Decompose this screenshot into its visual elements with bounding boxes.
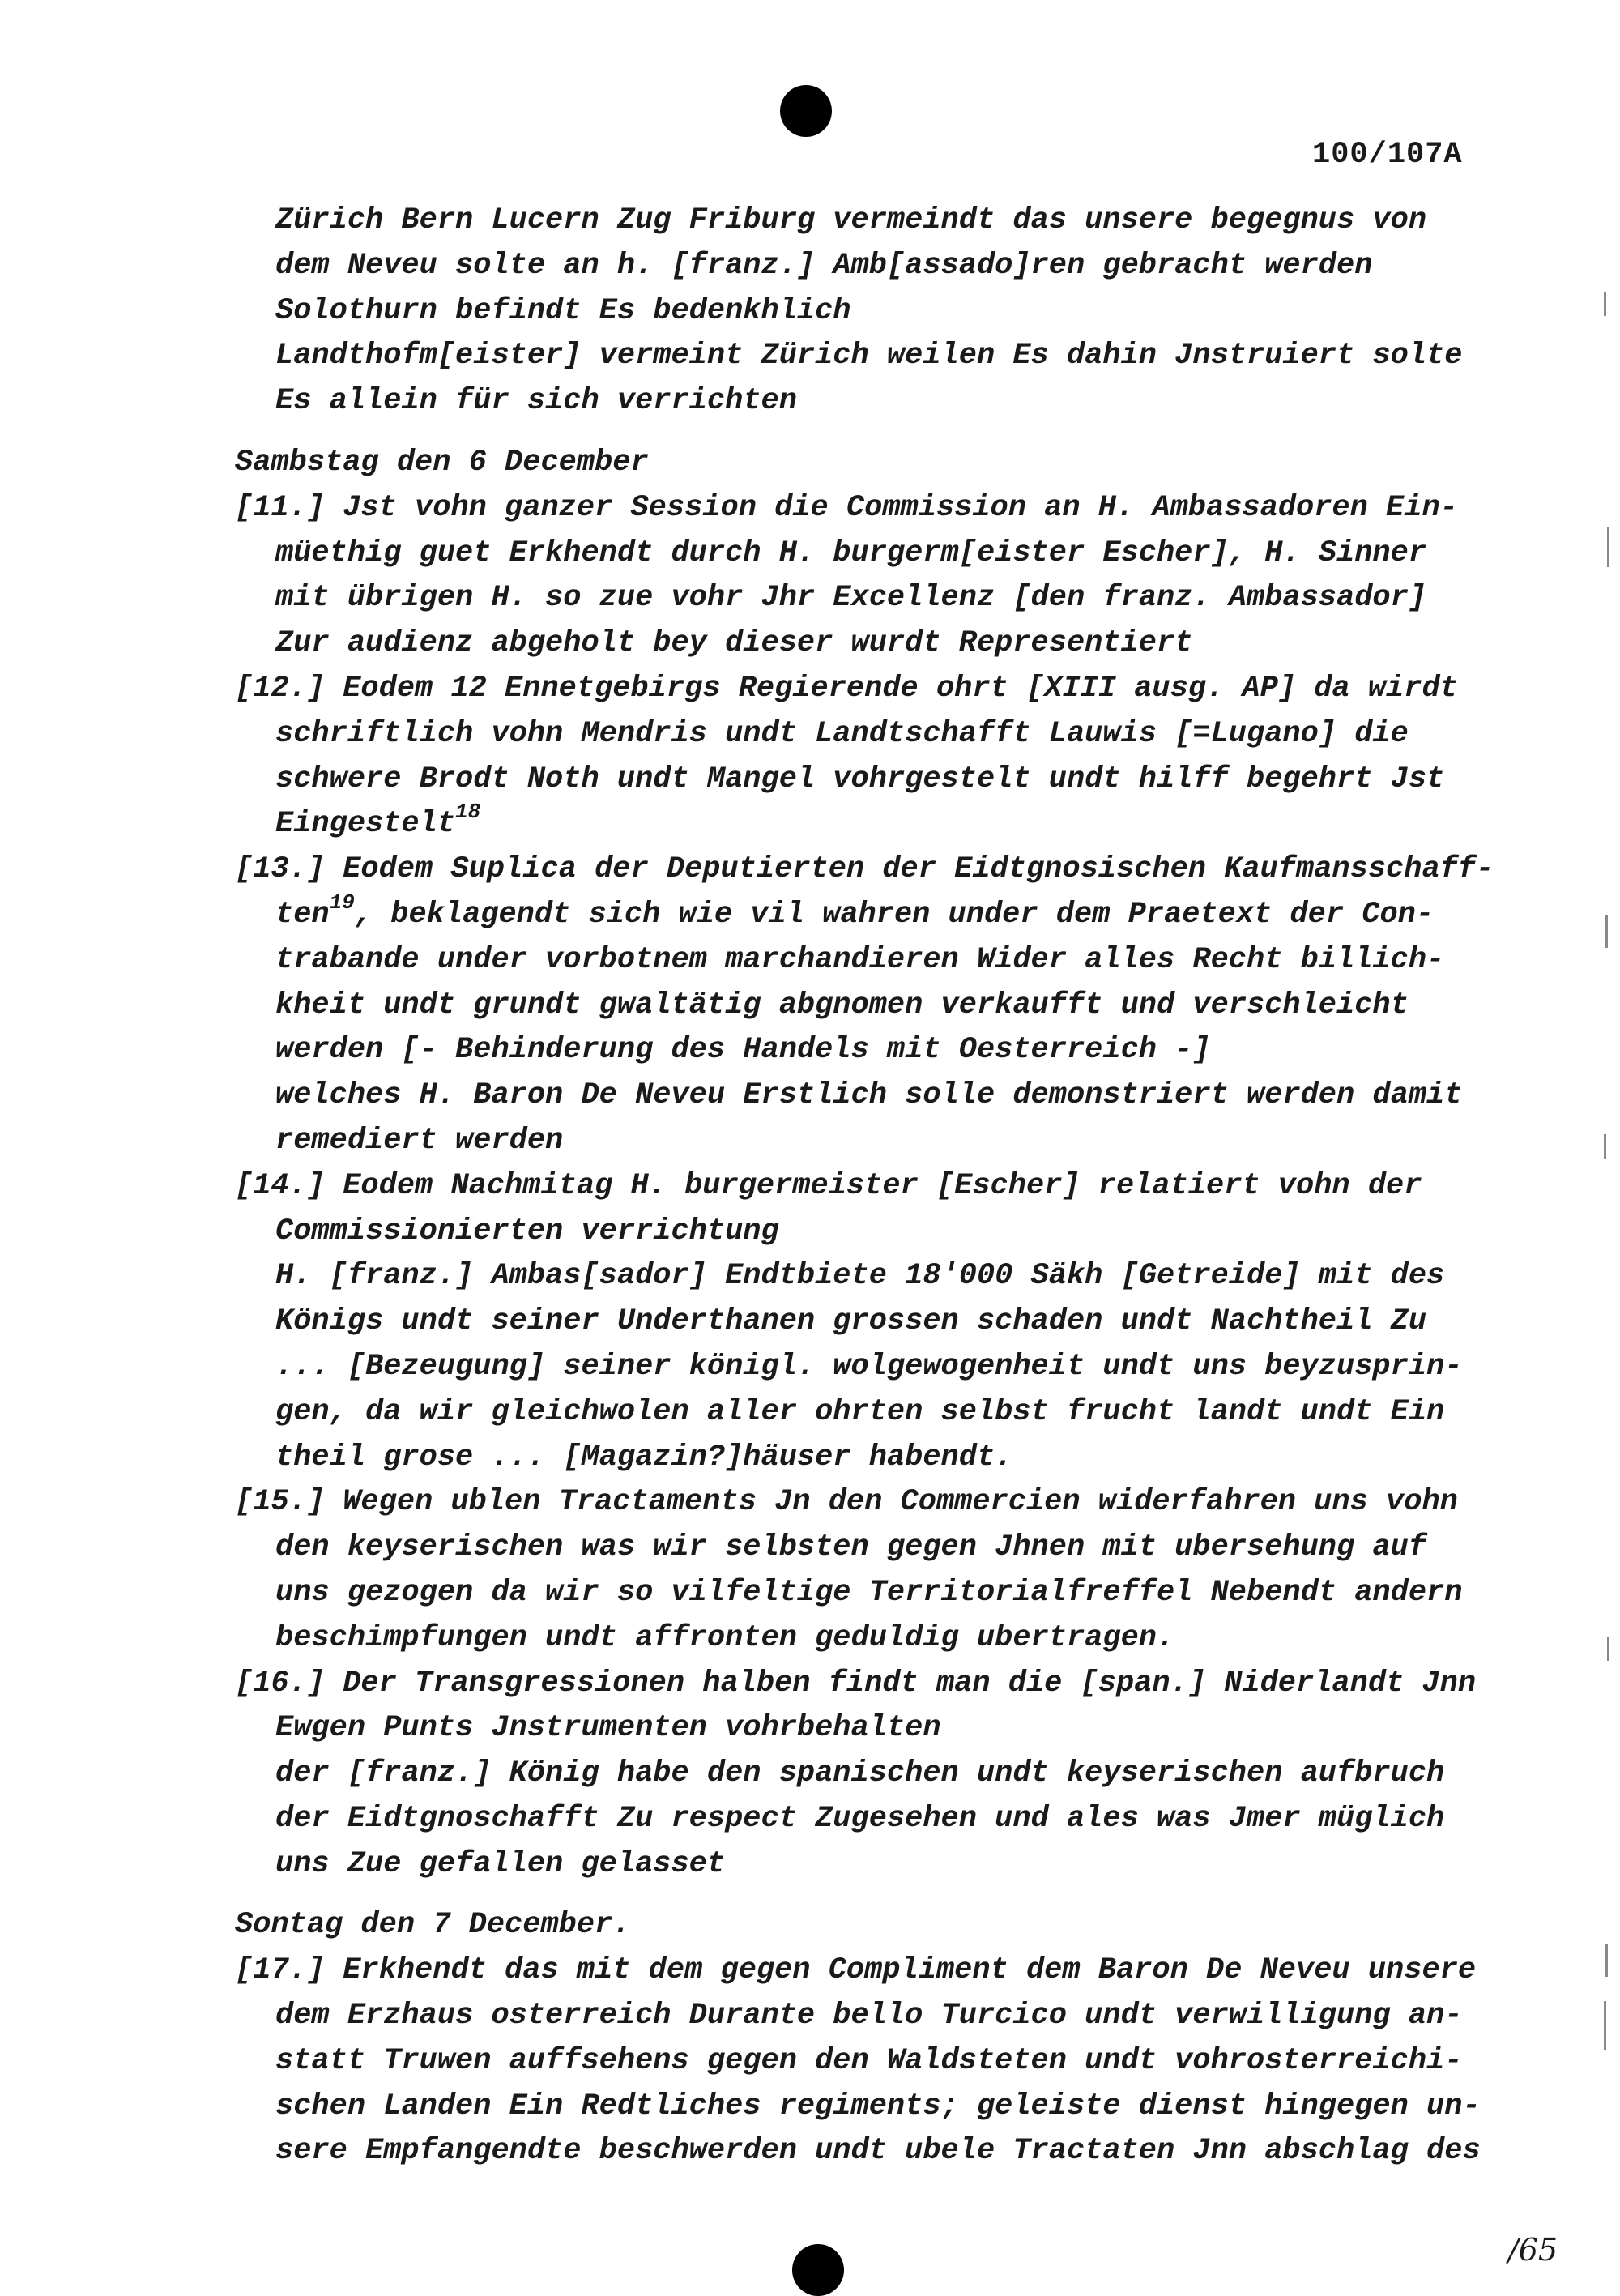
- text-line: der [franz.] König habe den spanischen undt keyserischen aufbruch: [275, 1756, 1445, 1791]
- text-line: Zur audienz abgeholt bey dieser wurdt Representiert: [275, 626, 1193, 661]
- text-line: ... [Bezeugung] seiner königl. wolgewogenheit undt uns beyzusprin-: [275, 1349, 1463, 1384]
- text-line: gen, da wir gleichwolen aller ohrten selbst frucht landt undt Ein: [275, 1394, 1445, 1429]
- text-line: uns gezogen da wir so vilfeltige Territorialfreffel Nebendt andern: [275, 1575, 1463, 1610]
- entry-12: [235, 667, 1474, 847]
- text-line: Commissionierten verrichtung: [275, 1214, 779, 1248]
- text-line: [235, 802, 1474, 847]
- date-heading: Sontag den 7 December.: [235, 1908, 631, 1943]
- text-line: werden [- Behinderung des Handels mit Oesterreich -]: [275, 1033, 1211, 1068]
- text-line: müethig guet Erkhendt durch H. burgerm[eister Escher], H. Sinner: [275, 536, 1427, 570]
- text-line: Solothurn befindt Es bedenkhlich: [275, 293, 851, 328]
- punch-hole-top: [780, 85, 832, 137]
- handwritten-note: /65: [1508, 2232, 1558, 2268]
- entry-first-line: [17.] Erkhendt das mit dem gegen Compliment dem Baron De Neveu unsere: [235, 1953, 1477, 1988]
- entry-first-line: [12.] Eodem 12 Ennetgebirgs Regierende ohrt [XIII ausg. AP] da wirdt: [235, 671, 1458, 706]
- text-line: theil grose ... [Magazin?]häuser habendt.: [275, 1440, 1013, 1474]
- entry-first-line: [11.] Jst vohn ganzer Session die Commission an H. Ambassadoren Ein-: [235, 490, 1458, 525]
- text-line: schwere Brodt Noth undt Mangel vohrgestelt undt hilff begehrt Jst: [275, 762, 1445, 796]
- text-line: Ewgen Punts Jnstrumenten vohrbehalten: [275, 1711, 941, 1746]
- date-heading: Sambstag den 6 December: [235, 445, 649, 480]
- text-line: Zürich Bern Lucern Zug Friburg vermeindt das unsere begegnus von: [275, 203, 1427, 237]
- text-line: statt Truwen auffsehens gegen den Waldsteten undt vohrosterreichi-: [275, 2043, 1463, 2078]
- text-line: Königs undt seiner Underthanen grossen schaden undt Nachtheil Zu: [275, 1304, 1427, 1339]
- footnote-marker: 19: [329, 890, 355, 915]
- text-line: welches H. Baron De Neveu Erstlich solle demonstriert werden damit: [275, 1078, 1463, 1113]
- text-line: den keyserischen was wir selbsten gegen Jhnen mit ubersehung auf: [275, 1530, 1427, 1565]
- text-line: uns Zue gefallen gelasset: [275, 1846, 726, 1881]
- opening-paragraph: [235, 198, 1474, 425]
- entry-first-line: [14.] Eodem Nachmitag H. burgermeister [Escher] relatiert vohn der: [235, 1168, 1422, 1203]
- line-text: Eingestelt: [275, 807, 456, 842]
- entry-16: [235, 1662, 1477, 1888]
- text-line: Es allein für sich verrichten: [275, 384, 797, 419]
- text-line: dem Neveu solte an h. [franz.] Amb[assado]ren gebracht werden: [275, 248, 1373, 283]
- text-line: H. [franz.] Ambas[sador] Endtbiete 18'000 Säkh [Getreide] mit des: [275, 1259, 1445, 1294]
- footnote-marker: 18: [455, 800, 481, 825]
- margin-marks: [1596, 259, 1620, 2042]
- punch-hole-bottom: [792, 2244, 844, 2296]
- line-text: , beklagendt sich wie vil wahren under dem Praetext der Con-: [354, 897, 1435, 932]
- entry-14: [235, 1164, 1474, 1481]
- entry-first-line: [13.] Eodem Suplica der Deputierten der Eidtgnosischen Kaufmansschaff-: [235, 852, 1494, 887]
- entry-15: [235, 1480, 1474, 1661]
- entry-17: [235, 1948, 1481, 2174]
- text-line: remediert werden: [275, 1123, 564, 1158]
- text-line: schen Landen Ein Redtliches regiments; geleiste dienst hingegen un-: [275, 2089, 1481, 2123]
- entry-13: [235, 847, 1494, 1164]
- text-line: dem Erzhaus osterreich Durante bello Turcico undt verwilligung an-: [275, 1999, 1463, 2034]
- text-line: [235, 890, 1474, 938]
- text-line: trabande under vorbotnem marchandieren Wider alles Recht billich-: [275, 942, 1445, 977]
- entry-first-line: [16.] Der Transgressionen halben findt man die [span.] Niderlandt Jnn: [235, 1666, 1477, 1701]
- entry-first-line: [15.] Wegen ublen Tractaments Jn den Commercien widerfahren uns vohn: [235, 1485, 1458, 1520]
- page-number: 100/107A: [1312, 138, 1463, 172]
- text-line: Landthofm[eister] vermeint Zürich weilen Es dahin Jnstruiert solte: [275, 339, 1463, 373]
- text-line: schriftlich vohn Mendris undt Landtschafft Lauwis [=Lugano] die: [275, 716, 1409, 751]
- text-line: mit übrigen H. so zue vohr Jhr Excellenz [den franz. Ambassador]: [275, 581, 1427, 616]
- text-line: sere Empfangendte beschwerden undt ubele Tractaten Jnn abschlag des: [275, 2134, 1481, 2169]
- text-line: beschimpfungen undt affronten geduldig ubertragen.: [275, 1620, 1175, 1655]
- line-text: ten: [275, 897, 330, 932]
- document-text: [235, 198, 1494, 2174]
- text-line: der Eidtgnoschafft Zu respect Zugesehen und ales was Jmer müglich: [275, 1801, 1445, 1836]
- text-line: kheit undt grundt gwaltätig abgnomen verkaufft und verschleicht: [275, 988, 1409, 1022]
- entry-11: [235, 486, 1474, 667]
